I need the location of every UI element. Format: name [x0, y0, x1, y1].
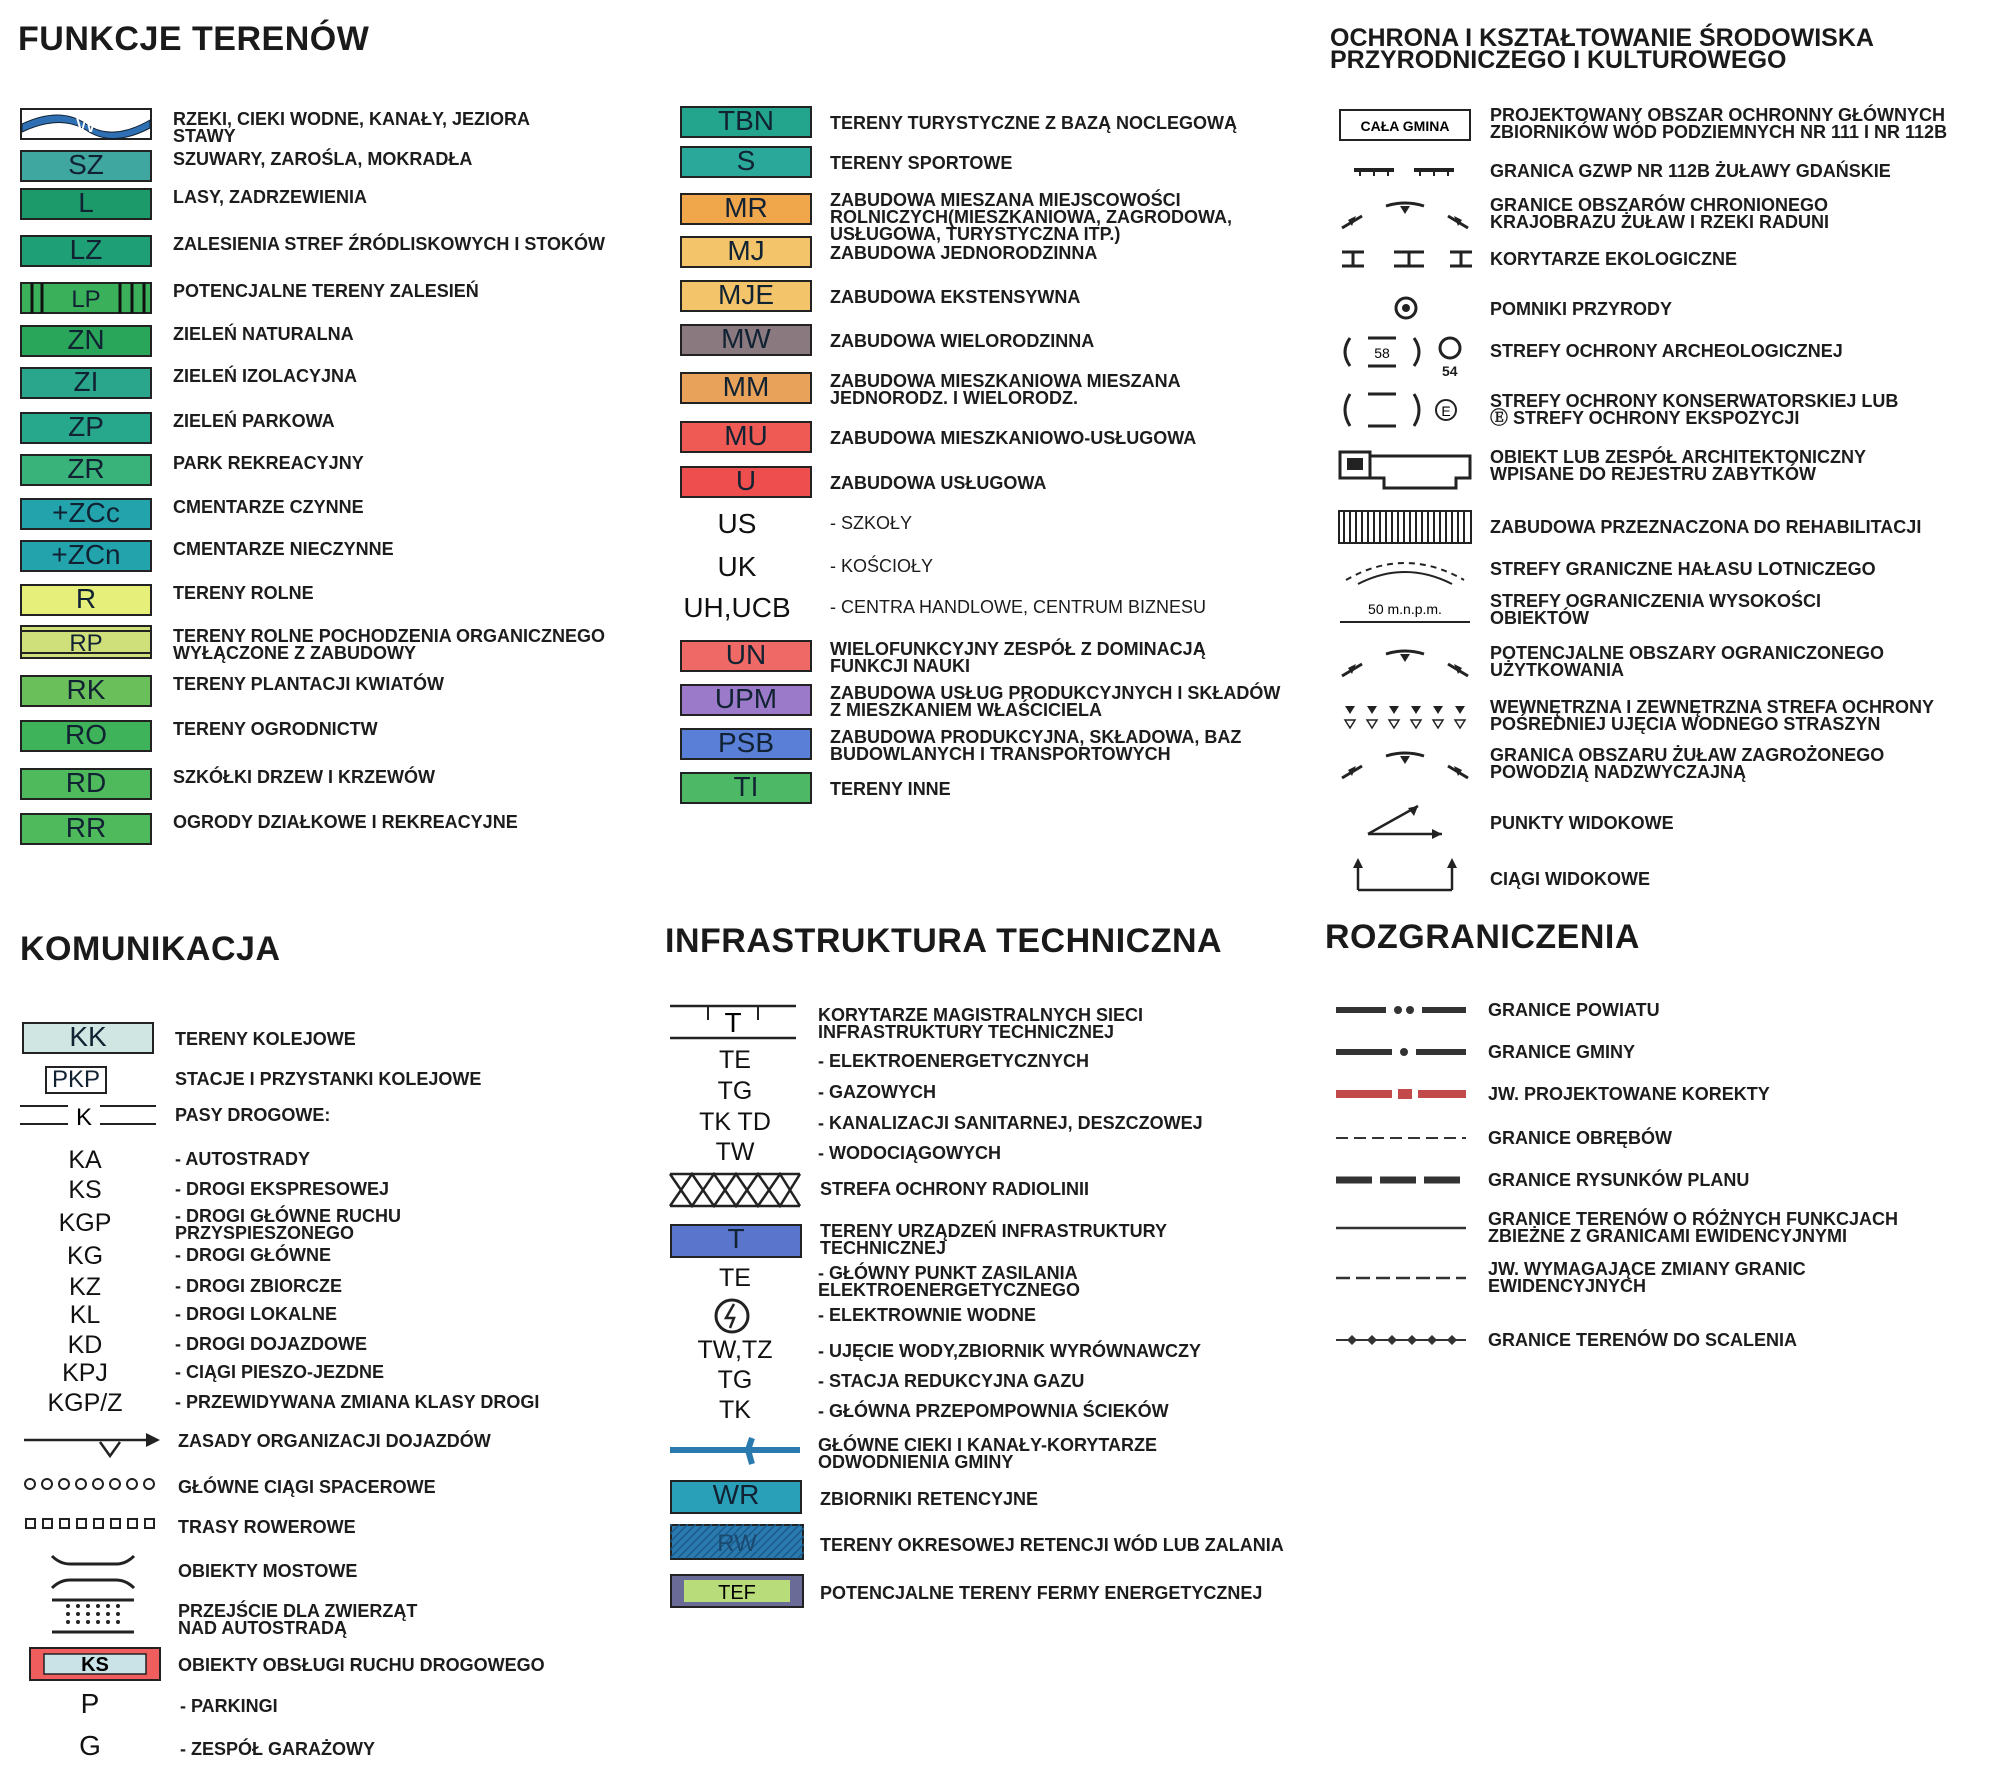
ochrona-12-label-1: WEWNĘTRZNA I ZEWNĘTRZNA STREFA OCHRONY	[1490, 697, 1934, 717]
funkcje-zn-swatch: ZN	[20, 325, 152, 357]
infra-sub-3-code: TW	[715, 1138, 755, 1166]
kom-zasady-symbol	[20, 1426, 162, 1466]
rozg-4-line	[1334, 1170, 1468, 1190]
zabudowa2-upm-label-2: Z MIESZKANIEM WŁAŚCICIELA	[830, 700, 1102, 720]
kom-spacer-label-1: GŁÓWNE CIĄGI SPACEROWE	[178, 1477, 436, 1497]
funkcje-ro-label-1: TERENY OGRODNICTW	[173, 719, 378, 739]
kom-przejscie-symbol	[50, 1596, 136, 1636]
ochrona-5-label-1: STREFY OCHRONY ARCHEOLOGICZNEJ	[1490, 341, 1843, 361]
funkcje-rk-label-1: TERENY PLANTACJI KWIATÓW	[173, 674, 444, 694]
ochrona-9-label-1: STREFY GRANICZNE HAŁASU LOTNICZEGO	[1490, 559, 1876, 579]
kom-road-3-label-1: - DROGI GŁÓWNE	[175, 1245, 331, 1265]
kom-road-8-label-1: - PRZEWIDYWANA ZMIANA KLASY DROGI	[175, 1392, 540, 1412]
infra-radio-symbol	[668, 1170, 802, 1210]
ochrona-12-label-2: POŚREDNIEJ UJĘCIA WODNEGO STRASZYN	[1490, 714, 1881, 734]
kom-przejscie-label-1: PRZEJŚCIE DLA ZWIERZĄT	[178, 1601, 418, 1621]
infra-tef-label-1: POTENCJALNE TERENY FERMY ENERGETYCZNEJ	[820, 1583, 1263, 1603]
funkcje-zcn-swatch: +ZCn	[20, 540, 152, 572]
zabudowa2-un-label-1: WIELOFUNKCYJNY ZESPÓŁ Z DOMINACJĄ	[830, 639, 1206, 659]
ochrona-7-symbol	[1338, 448, 1474, 492]
kom-kk-swatch: KK	[22, 1022, 154, 1054]
zabudowa-s-label-1: TERENY SPORTOWE	[830, 153, 1013, 173]
ochrona-3-symbol	[1338, 246, 1476, 272]
rozg-6-label-2: EWIDENCYJNYCH	[1488, 1276, 1647, 1296]
rozg-5-line	[1334, 1218, 1468, 1238]
kom-road-5-label-1: - DROGI LOKALNE	[175, 1304, 337, 1324]
infra-cieki-label-2: ODWODNIENIA GMINY	[818, 1452, 1014, 1472]
funkcje-zr-swatch: ZR	[20, 454, 152, 486]
ochrona-13-label-1: GRANICA OBSZARU ŻUŁAW ZAGROŻONEGO	[1490, 745, 1885, 765]
zabudowa2-un-swatch: UN	[680, 640, 812, 672]
infra-wr-label-1: ZBIORNIKI RETENCYJNE	[820, 1489, 1039, 1509]
uslugi-2-code: UH,UCB	[683, 592, 791, 623]
rozg-6-line	[1334, 1268, 1468, 1288]
kom-road-5-code: KL	[69, 1301, 101, 1329]
kom-road-0-code: KA	[68, 1146, 102, 1174]
infra-cieki-label-1: GŁÓWNE CIEKI I KANAŁY-KORYTARZE	[818, 1435, 1157, 1455]
zabudowa2-upm-swatch: UPM	[680, 684, 812, 716]
ochrona-10-symbol	[1338, 598, 1472, 628]
svg-text:50 m.n.p.m.: 50 m.n.p.m.	[1368, 601, 1442, 617]
funkcje-l-swatch: L	[20, 188, 152, 220]
ochrona-9-symbol	[1338, 550, 1472, 588]
kom-ks-symbol	[28, 1646, 162, 1682]
kom-k-symbol	[18, 1098, 158, 1132]
ochrona-14-symbol	[1338, 798, 1472, 844]
ochrona-14-label-1: PUNKTY WIDOKOWE	[1490, 813, 1674, 833]
infra-korytarze-label-1: KORYTARZE MAGISTRALNYCH SIECI	[818, 1005, 1144, 1025]
section-title-komunikacja: KOMUNIKACJA	[20, 930, 281, 968]
ochrona-4-label-1: POMNIKI PRZYRODY	[1490, 299, 1673, 319]
uslugi-0-label: - SZKOŁY	[830, 513, 913, 533]
funkcje-l-label-1: LASY, ZADRZEWIENIA	[173, 187, 368, 207]
kom-g-code: G	[79, 1730, 101, 1761]
infra-item-2-label-1: - UJĘCIE WODY,ZBIORNIK WYRÓWNAWCZY	[818, 1341, 1201, 1361]
infra-item-4-code: TK	[719, 1396, 751, 1424]
funkcje-zp-label-1: ZIELEŃ PARKOWA	[173, 411, 335, 431]
rozg-5-label-1: GRANICE TERENÓW O RÓŻNYCH FUNKCJACH	[1488, 1209, 1899, 1229]
zabudowa2-psb-swatch: PSB	[680, 728, 812, 760]
kom-przejscie-label-2: NAD AUTOSTRADĄ	[178, 1618, 347, 1638]
rozg-3-label-1: GRANICE OBRĘBÓW	[1488, 1128, 1672, 1148]
infra-item-0-code: TE	[719, 1264, 751, 1292]
uslugi-2-label: - CENTRA HANDLOWE, CENTRUM BIZNESU	[830, 597, 1207, 617]
zabudowa-tbn-label-1: TERENY TURYSTYCZNE Z BAZĄ NOCLEGOWĄ	[830, 113, 1238, 133]
infra-item-0-label-2: ELEKTROENERGETYCZNEGO	[818, 1280, 1081, 1300]
zabudowa2-ti-swatch: TI	[680, 772, 812, 804]
funkcje-zn-label-1: ZIELEŃ NATURALNA	[173, 324, 354, 344]
zabudowa-mr-swatch: MR	[680, 193, 812, 225]
ochrona-6-label-2: Ⓔ STREFY OCHRONY EKSPOZYCJI	[1490, 408, 1800, 428]
ochrona-2-label-1: GRANICE OBSZARÓW CHRONIONEGO	[1490, 195, 1829, 215]
rozg-7-line	[1334, 1330, 1468, 1350]
ochrona-11-label-2: UŻYTKOWANIA	[1490, 660, 1624, 680]
zabudowa-mr-label-1: ZABUDOWA MIESZANA MIEJSCOWOŚCI	[830, 190, 1181, 210]
ochrona-10-label-1: STREFY OGRANICZENIA WYSOKOŚCI	[1490, 591, 1822, 611]
funkcje-rd-swatch: RD	[20, 768, 152, 800]
funkcje-lp-label-1: POTENCJALNE TERENY ZALESIEŃ	[173, 281, 479, 301]
zabudowa-mr-label-2: ROLNICZYCH(MIESZKANIOWA, ZAGRODOWA,	[830, 207, 1232, 227]
kom-spacer-symbol	[20, 1474, 164, 1494]
ochrona-0-symbol	[1338, 108, 1472, 142]
section-title-rozgraniczenia: ROZGRANICZENIA	[1325, 918, 1640, 956]
infra-korytarze-label-2: INFRASTRUKTURY TECHNICZNEJ	[818, 1022, 1115, 1042]
uslugi-1-code: UK	[717, 551, 757, 582]
ochrona-4-symbol	[1394, 296, 1418, 320]
kom-ks-label-1: OBIEKTY OBSŁUGI RUCHU DROGOWEGO	[178, 1655, 545, 1675]
infra-t-symbol	[668, 1000, 798, 1044]
kom-road-6-label-1: - DROGI DOJAZDOWE	[175, 1334, 367, 1354]
ochrona-6-label-1: STREFY OCHRONY KONSERWATORSKIEJ LUB	[1490, 391, 1899, 411]
uslugi-0-code: US	[717, 508, 757, 539]
svg-text:TEF: TEF	[718, 1582, 756, 1604]
funkcje-rd-label-1: SZKÓŁKI DRZEW I KRZEWÓW	[173, 767, 435, 787]
funkcje-rk-swatch: RK	[20, 675, 152, 707]
kom-pkp-label-1: STACJE I PRZYSTANKI KOLEJOWE	[175, 1069, 482, 1089]
infra-item-2-code: TW,TZ	[697, 1336, 773, 1364]
infra-item-3-label-1: - STACJA REDUKCYJNA GAZU	[818, 1371, 1085, 1391]
svg-text:58: 58	[1374, 345, 1390, 361]
zabudowa-mj-label-1: ZABUDOWA JEDNORODZINNA	[830, 243, 1098, 263]
ochrona-7-label-1: OBIEKT LUB ZESPÓŁ ARCHITEKTONICZNY	[1490, 447, 1867, 467]
svg-text:W: W	[75, 112, 97, 137]
zabudowa-mje-swatch: MJE	[680, 280, 812, 312]
funkcje-lz-label-1: ZALESIENIA STREF ŹRÓDLISKOWYCH I STOKÓW	[173, 234, 605, 254]
rozg-2-line	[1334, 1084, 1468, 1104]
zabudowa-mw-label-1: ZABUDOWA WIELORODZINNA	[830, 331, 1095, 351]
rozg-0-line	[1334, 1000, 1468, 1020]
zabudowa-u-label-1: ZABUDOWA USŁUGOWA	[830, 473, 1047, 493]
kom-p-label: - PARKINGI	[180, 1696, 278, 1716]
ochrona-3-label-1: KORYTARZE EKOLOGICZNE	[1490, 249, 1737, 269]
zabudowa2-psb-label-1: ZABUDOWA PRODUKCYJNA, SKŁADOWA, BAZ	[830, 727, 1242, 747]
kom-road-4-label-1: - DROGI ZBIORCZE	[175, 1276, 342, 1296]
ochrona-0-label-2: ZBIORNIKÓW WÓD PODZIEMNYCH NR 111 I NR 112B	[1490, 122, 1948, 142]
kom-road-8-code: KGP/Z	[47, 1389, 123, 1417]
kom-rower-symbol	[20, 1514, 164, 1534]
infra-rw-label-1: TERENY OKRESOWEJ RETENCJI WÓD LUB ZALANIA	[820, 1535, 1284, 1555]
kom-rower-label-1: TRASY ROWEROWE	[178, 1517, 356, 1537]
infra-sub-2-label: - KANALIZACJI SANITARNEJ, DESZCZOWEJ	[818, 1113, 1203, 1133]
zabudowa-mw-swatch: MW	[680, 324, 812, 356]
funkcje-zcn-label-1: CMENTARZE NIECZYNNE	[173, 539, 394, 559]
kom-zasady-label-1: ZASADY ORGANIZACJI DOJAZDÓW	[178, 1431, 491, 1451]
zabudowa-mm-swatch: MM	[680, 372, 812, 404]
rozg-2-label-1: JW. PROJEKTOWANE KOREKTY	[1488, 1084, 1770, 1104]
ochrona-5-num: 54	[1442, 363, 1458, 379]
infra-sub-0-label: - ELEKTROENERGETYCZNYCH	[818, 1051, 1090, 1071]
ochrona-15-label-1: CIĄGI WIDOKOWE	[1490, 869, 1650, 889]
infra-item-0-label-1: - GŁÓWNY PUNKT ZASILANIA	[818, 1263, 1078, 1283]
zabudowa-s-swatch: S	[680, 146, 812, 178]
ochrona-0-label-1: PROJEKTOWANY OBSZAR OCHRONNY GŁÓWNYCH	[1490, 105, 1946, 125]
kom-road-2-label-1: - DROGI GŁÓWNE RUCHU	[175, 1206, 401, 1226]
funkcje-w-label-1: RZEKI, CIEKI WODNE, KANAŁY, JEZIORA	[173, 109, 531, 129]
funkcje-zi-label-1: ZIELEŃ IZOLACYJNA	[173, 366, 358, 386]
kom-g-label: - ZESPÓŁ GARAŻOWY	[180, 1739, 375, 1759]
svg-text:KS: KS	[81, 1654, 109, 1676]
ochrona-11-symbol	[1338, 646, 1472, 682]
ochrona-8-symbol	[1338, 510, 1472, 544]
rozg-5-label-2: ZBIEŻNE Z GRANICAMI EWIDENCYJNYMI	[1488, 1226, 1848, 1246]
zabudowa-tbn-swatch: TBN	[680, 106, 812, 138]
funkcje-w-label-2: STAWY	[173, 126, 236, 146]
kom-road-6-code: KD	[67, 1331, 103, 1359]
svg-text:CAŁA GMINA: CAŁA GMINA	[1360, 118, 1450, 134]
svg-text:RP: RP	[69, 630, 103, 657]
funkcje-zcc-swatch: +ZCc	[20, 498, 152, 530]
kom-pkp-swatch: PKP	[45, 1066, 107, 1094]
kom-mosty-symbol	[50, 1552, 136, 1592]
zabudowa-mj-swatch: MJ	[680, 236, 812, 268]
zabudowa-mje-label-1: ZABUDOWA EKSTENSYWNA	[830, 287, 1081, 307]
svg-text:T: T	[724, 1007, 742, 1038]
ochrona-6-symbol	[1338, 390, 1472, 432]
infra-item-4-label-1: - GŁÓWNA PRZEPOMPOWNIA ŚCIEKÓW	[818, 1401, 1169, 1421]
rozg-1-line	[1334, 1042, 1468, 1062]
infra-wr-swatch: WR	[670, 1480, 802, 1514]
kom-road-7-code: KPJ	[62, 1359, 108, 1387]
funkcje-r-label-1: TERENY ROLNE	[173, 583, 314, 603]
ochrona-12-symbol	[1338, 702, 1472, 732]
infra-item-1-label-1: - ELEKTROWNIE WODNE	[818, 1305, 1036, 1325]
infra-sub-2-code: TK TD	[699, 1108, 771, 1136]
ochrona-1-label-1: GRANICA GZWP NR 112B ŻUŁAWY GDAŃSKIE	[1490, 161, 1891, 181]
ochrona-13-label-2: POWODZIĄ NADZWYCZAJNĄ	[1490, 762, 1746, 782]
infra-tu-label-1: TERENY URZĄDZEŃ INFRASTRUKTURY	[820, 1221, 1168, 1241]
zabudowa2-psb-label-2: BUDOWLANYCH I TRANSPORTOWYCH	[830, 744, 1171, 764]
svg-text:K: K	[75, 1104, 93, 1131]
rozg-0-label-1: GRANICE POWIATU	[1488, 1000, 1660, 1020]
funkcje-rr-label-1: OGRODY DZIAŁKOWE I REKREACYJNE	[173, 812, 518, 832]
section-title-infrastruktura: INFRASTRUKTURA TECHNICZNA	[665, 922, 1223, 960]
infra-sub-0-code: TE	[719, 1046, 751, 1074]
ochrona-2-label-2: KRAJOBRAZU ŻUŁAW I RZEKI RADUNI	[1490, 212, 1829, 232]
svg-text:E: E	[1441, 403, 1451, 419]
infra-tu-label-2: TECHNICZNEJ	[820, 1238, 947, 1258]
funkcje-rr-swatch: RR	[20, 813, 152, 845]
funkcje-zp-swatch: ZP	[20, 412, 152, 444]
svg-text:LP: LP	[71, 286, 101, 313]
kom-road-1-code: KS	[68, 1176, 102, 1204]
rozg-7-label-1: GRANICE TERENÓW DO SCALENIA	[1488, 1330, 1798, 1350]
rozg-6-label-1: JW. WYMAGAJĄCE ZMIANY GRANIC	[1488, 1259, 1806, 1279]
funkcje-r-swatch: R	[20, 584, 152, 616]
funkcje-rp-label-2: WYŁĄCZONE Z ZABUDOWY	[173, 643, 416, 663]
rozg-1-label-1: GRANICE GMINY	[1488, 1042, 1636, 1062]
infra-sub-3-label: - WODOCIĄGOWYCH	[818, 1143, 1001, 1163]
zabudowa-mm-label-2: JEDNORODZ. I WIELORODZ.	[830, 388, 1079, 408]
infra-rw-swatch	[670, 1524, 804, 1560]
funkcje-zr-label-1: PARK REKREACYJNY	[173, 453, 364, 473]
kom-road-2-code: KGP	[58, 1209, 112, 1237]
funkcje-zi-swatch: ZI	[20, 367, 152, 399]
infra-cieki-symbol	[668, 1434, 802, 1466]
rozg-3-line	[1334, 1128, 1468, 1148]
infra-elektrownia-icon	[712, 1296, 752, 1336]
funkcje-sz-label-1: SZUWARY, ZAROŚLA, MOKRADŁA	[173, 149, 473, 169]
kom-p-code: P	[80, 1688, 100, 1719]
kom-road-4-code: KZ	[69, 1273, 101, 1301]
zabudowa2-ti-label-1: TERENY INNE	[830, 779, 951, 799]
ochrona-1-symbol	[1338, 162, 1472, 182]
ochrona-11-label-1: POTENCJALNE OBSZARY OGRANICZONEGO	[1490, 643, 1885, 663]
kom-road-3-code: KG	[66, 1242, 104, 1270]
ochrona-7-label-2: WPISANE DO REJESTRU ZABYTKÓW	[1490, 464, 1817, 484]
funkcje-rp-swatch	[20, 625, 152, 659]
zabudowa-mu-label-1: ZABUDOWA MIESZKANIOWO-USŁUGOWA	[830, 428, 1197, 448]
infra-sub-1-label: - GAZOWYCH	[818, 1082, 936, 1102]
zabudowa-mr-label-3: USŁUGOWA, TURYSTYCZNA ITP.)	[830, 224, 1121, 244]
zabudowa-mu-swatch: MU	[680, 421, 812, 453]
kom-road-1-label-1: - DROGI EKSPRESOWEJ	[175, 1179, 390, 1199]
zabudowa-mm-label-1: ZABUDOWA MIESZKANIOWA MIESZANA	[830, 371, 1181, 391]
infra-sub-1-code: TG	[717, 1077, 753, 1105]
kom-road-0-label-1: - AUTOSTRADY	[175, 1149, 310, 1169]
kom-mosty-label-1: OBIEKTY MOSTOWE	[178, 1561, 358, 1581]
zabudowa2-un-label-2: FUNKCJI NAUKI	[830, 656, 971, 676]
ochrona-10-label-2: OBIEKTÓW	[1490, 608, 1589, 628]
funkcje-sz-swatch: SZ	[20, 150, 152, 182]
funkcje-rp-label-1: TERENY ROLNE POCHODZENIA ORGANICZNEGO	[173, 626, 606, 646]
funkcje-w-swatch	[20, 108, 152, 140]
uslugi-1-label: - KOŚCIOŁY	[830, 556, 934, 576]
infra-radio-label-1: STREFA OCHRONY RADIOLINII	[820, 1179, 1090, 1199]
infra-item-3-code: TG	[717, 1366, 753, 1394]
zabudowa2-upm-label-1: ZABUDOWA USŁUG PRODUKCYJNYCH I SKŁADÓW	[830, 683, 1281, 703]
funkcje-lz-swatch: LZ	[20, 235, 152, 267]
section-title-funkcje: FUNKCJE TERENÓW	[18, 20, 370, 58]
section-title-ochrona-1: OCHRONA I KSZTAŁTOWANIE ŚRODOWISKA	[1330, 24, 1874, 52]
kom-road-7-label-1: - CIĄGI PIESZO-JEZDNE	[175, 1362, 385, 1382]
ochrona-13-symbol	[1338, 748, 1472, 784]
ochrona-2-symbol	[1338, 198, 1472, 234]
infra-tu-swatch: T	[670, 1224, 802, 1258]
funkcje-lp-swatch	[20, 282, 152, 314]
ochrona-15-symbol	[1338, 856, 1472, 896]
funkcje-zcc-label-1: CMENTARZE CZYNNE	[173, 497, 364, 517]
funkcje-ro-swatch: RO	[20, 720, 152, 752]
kom-road-2-label-2: PRZYSPIESZONEGO	[175, 1223, 355, 1243]
rozg-4-label-1: GRANICE RYSUNKÓW PLANU	[1488, 1170, 1750, 1190]
ochrona-8-label-1: ZABUDOWA PRZEZNACZONA DO REHABILITACJI	[1490, 517, 1922, 537]
kom-k-label-1: PASY DROGOWE:	[175, 1105, 331, 1125]
kom-kk-label-1: TERENY KOLEJOWE	[175, 1029, 356, 1049]
infra-tef-swatch	[670, 1574, 804, 1608]
zabudowa-u-swatch: U	[680, 466, 812, 498]
section-title-ochrona-2: PRZYRODNICZEGO I KULTUROWEGO	[1330, 46, 1787, 74]
svg-text:RW: RW	[717, 1530, 757, 1557]
